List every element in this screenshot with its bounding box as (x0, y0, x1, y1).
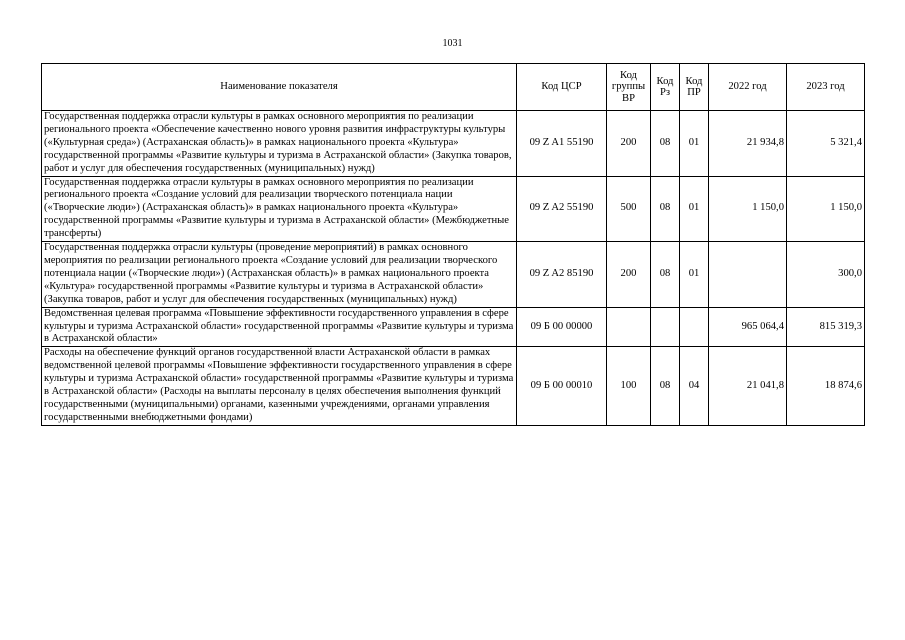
row-rz: 08 (651, 347, 680, 425)
header-csr: Код ЦСР (517, 64, 607, 111)
row-2023: 1 150,0 (787, 176, 865, 242)
header-pr: Код ПР (680, 64, 709, 111)
header-2022: 2022 год (709, 64, 787, 111)
row-group: 100 (607, 347, 651, 425)
table-row (42, 307, 865, 347)
row-2022: 21 041,8 (709, 347, 787, 425)
budget-table (41, 63, 865, 426)
row-2023: 5 321,4 (787, 111, 865, 177)
table-row (42, 347, 865, 425)
row-rz: 08 (651, 176, 680, 242)
row-group: 500 (607, 176, 651, 242)
table-header-row (42, 64, 865, 111)
row-2022: 21 934,8 (709, 111, 787, 177)
row-2022: 1 150,0 (709, 176, 787, 242)
row-2023: 18 874,6 (787, 347, 865, 425)
header-name: Наименование показателя (42, 64, 517, 111)
table-row (42, 111, 865, 177)
page-number: 1031 (442, 38, 463, 49)
row-name: Государственная поддержка отрасли культуры в рамках основного мероприятия по реализации регионального проекта «Обеспечение качественно нового уровня развития инфраструктуры культуры («Культурная среда») (Астраханская область)» в рамках национального проекта «Культура» государственной программы «Развитие культуры и туризма в Астраханской области» (Закупка товаров, работ и услуг для обеспечения государственных (муниципальных) нужд) (42, 111, 517, 177)
row-2023: 300,0 (787, 242, 865, 308)
row-csr: 09 Б 00 00010 (517, 347, 607, 425)
row-name: Ведомственная целевая программа «Повышение эффективности государственного управления в сфере культуры и туризма Астраханской области» государственной программы «Развитие культуры и туризма в Астраханской области» (42, 307, 517, 347)
table-row (42, 242, 865, 308)
row-2022: 965 064,4 (709, 307, 787, 347)
header-rz: Код Рз (651, 64, 680, 111)
row-name: Государственная поддержка отрасли культуры в рамках основного мероприятия по реализации регионального проекта «Создание условий для реализации творческого потенциала нации («Творческие люди») (Астраханская область)» в рамках национального проекта «Культура» государственной программы «Развитие культуры и туризма в Астраханской области» (Межбюджетные трансферты) (42, 176, 517, 242)
row-pr: 01 (680, 111, 709, 177)
row-group: 200 (607, 111, 651, 177)
row-pr: 01 (680, 176, 709, 242)
row-2023: 815 319,3 (787, 307, 865, 347)
row-pr: 01 (680, 242, 709, 308)
row-2022 (709, 242, 787, 308)
row-csr: 09 Z A1 55190 (517, 111, 607, 177)
row-pr: 04 (680, 347, 709, 425)
row-csr: 09 Z A2 55190 (517, 176, 607, 242)
header-2023: 2023 год (787, 64, 865, 111)
row-rz: 08 (651, 111, 680, 177)
row-rz: 08 (651, 242, 680, 308)
row-csr: 09 Z A2 85190 (517, 242, 607, 308)
table-row (42, 176, 865, 242)
row-csr: 09 Б 00 00000 (517, 307, 607, 347)
row-group: 200 (607, 242, 651, 308)
row-pr (680, 307, 709, 347)
header-group: Код группы ВР (607, 64, 651, 111)
row-rz (651, 307, 680, 347)
row-name: Государственная поддержка отрасли культуры (проведение мероприятий) в рамках основного мероприятия по реализации регионального проекта «Создание условий для реализации творческого потенциала нации («Творческие люди») (Астраханская область)» в рамках национального проекта «Культура» государственной программы «Развитие культуры и туризма в Астраханской области» (Закупка товаров, работ и услуг для обеспечения государственных (муниципальных) нужд) (42, 242, 517, 308)
row-name: Расходы на обеспечение функций органов государственной власти Астраханской области в рамках ведомственной целевой программы «Повышение эффективности государственного управления в сфере культуры и туризма Астраханской области» государственной программы «Развитие культуры и туризма в Астраханской области» (Расходы на выплаты персоналу в целях обеспечения выполнения функций государственными (муниципальными) органами, казенными учреждениями, органами управления государственными внебюджетными фондами) (42, 347, 517, 425)
row-group (607, 307, 651, 347)
